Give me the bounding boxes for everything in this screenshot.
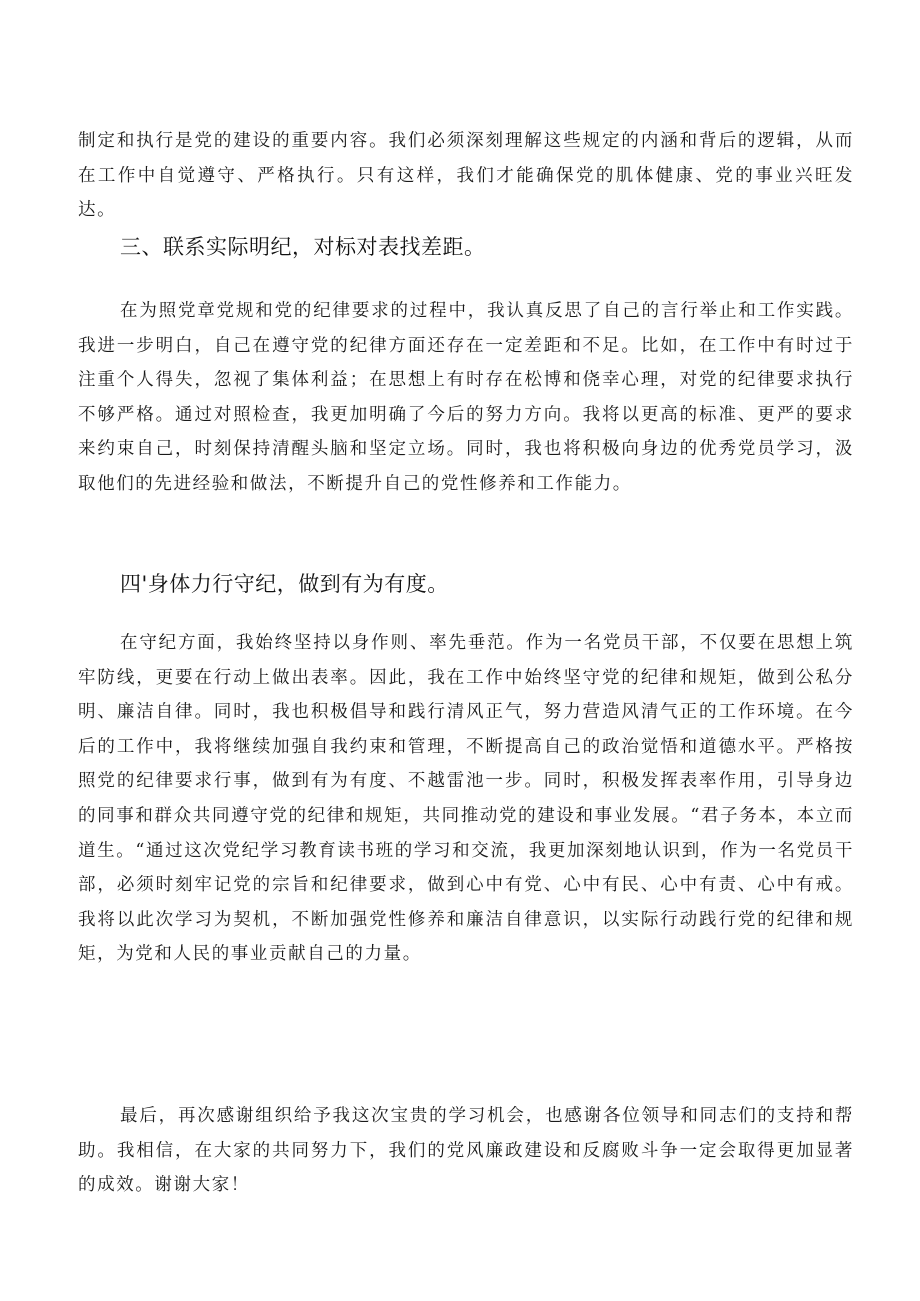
closing-paragraph: 最后，再次感谢组织给予我这次宝贵的学习机会，也感谢各位领导和同志们的支持和帮助。我相信，在大家的共同努力下，我们的党风廉政建设和反腐败斗争一定会取得更加显著的成效。谢谢大家！ [78, 1106, 854, 1196]
section-four-paragraph: 在守纪方面，我始终坚持以身作则、率先垂范。作为一名党员干部，不仅要在思想上筑牢防线，更要在行动上做出表率。因此，我在工作中始终坚守党的纪律和规矩，做到公私分明、廉洁自律。同时，我也积极倡导和践行清风正气，努力营造风清气正的工作环境。在今后的工作中，我将继续加强自我约束和管理，不断提高自己的政治觉悟和道德水平。严格按照党的纪律要求行事，做到有为有度、不越雷池一步。同时，积极发挥表率作用，引导身边的同事和群众共同遵守党的纪律和规矩，共同推动党的建设和事业发展。“君子务本，本立而道生。“通过这次党纪学习教育读书班的学习和交流，我更加深刻地认识到，作为一名党员干部，必须时刻牢记党的宗旨和纪律要求，做到心中有党、心中有民、心中有责、心中有戒。我将以此次学习为契机，不断加强党性修养和廉洁自律意识，以实际行动践行党的纪律和规矩，为党和人民的事业贡献自己的力量。 [78, 633, 854, 965]
intro-paragraph: 制定和执行是党的建设的重要内容。我们必须深刻理解这些规定的内涵和背后的逻辑，从而在工作中自觉遵守、严格执行。只有这样，我们才能确保党的肌体健康、党的事业兴旺发达。 [78, 131, 854, 221]
section-three-heading: 三、联系实际明纪，对标对表找差距。 [120, 235, 486, 259]
section-three-paragraph: 在为照党章党规和党的纪律要求的过程中，我认真反思了自己的言行举止和工作实践。我进一步明白，自己在遵守党的纪律方面还存在一定差距和不足。比如，在工作中有时过于注重个人得失，忽视了集体利益；在思想上有时存在松博和侥幸心理，对党的纪律要求执行不够严格。通过对照检查，我更加明确了今后的努力方向。我将以更高的标准、更严的要求来约束自己，时刻保持清醒头脑和坚定立场。同时，我也将积极向身边的优秀党员学习，汲取他们的先进经验和做法，不断提升自己的党性修养和工作能力。 [78, 301, 854, 494]
section-four-heading: 四'身体力行守纪，做到有为有度。 [120, 572, 449, 596]
